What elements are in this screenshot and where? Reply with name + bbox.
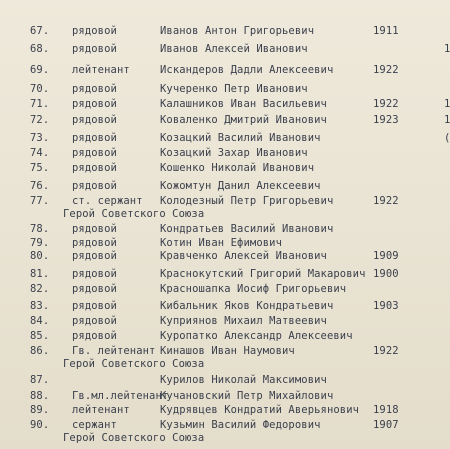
list-item xyxy=(0,130,450,146)
award-text: Герой Советского Союза xyxy=(63,358,205,370)
row-number: 68. xyxy=(30,43,50,55)
military-rank: лейтенант xyxy=(72,404,130,416)
row-number: 76. xyxy=(30,180,50,192)
row-number: 82. xyxy=(30,283,50,295)
full-name: Коваленко Дмитрий Иванович xyxy=(160,114,327,126)
row-number: 70. xyxy=(30,83,50,95)
cut-off-margin-mark: ( xyxy=(444,132,450,144)
military-rank: рядовой xyxy=(72,98,117,110)
row-number: 89. xyxy=(30,404,50,416)
list-item xyxy=(0,248,450,264)
military-rank: сержант xyxy=(72,419,117,431)
hero-title-note xyxy=(0,356,450,372)
list-item xyxy=(0,313,450,329)
list-item xyxy=(0,160,450,176)
cut-off-margin-mark: 1 xyxy=(444,114,450,126)
row-number: 79. xyxy=(30,237,50,249)
list-item xyxy=(0,96,450,112)
list-item xyxy=(0,81,450,97)
award-text: Герой Советского Союза xyxy=(63,208,205,220)
cut-off-margin-mark: 1 xyxy=(444,98,450,110)
hero-title-note xyxy=(0,430,450,446)
full-name: Кучеренко Петр Иванович xyxy=(160,83,308,95)
military-rank: рядовой xyxy=(72,315,117,327)
military-rank: рядовой xyxy=(72,25,117,37)
birth-year: 1909 xyxy=(373,250,399,262)
military-rank: рядовой xyxy=(72,132,117,144)
full-name: Кузьмин Василий Федорович xyxy=(160,419,321,431)
full-name: Курилов Николай Максимович xyxy=(160,374,327,386)
birth-year: 1922 xyxy=(373,195,399,207)
full-name: Иванов Антон Григорьевич xyxy=(160,25,315,37)
full-name: Козацкий Василий Иванович xyxy=(160,132,321,144)
military-rank: рядовой xyxy=(72,283,117,295)
full-name: Кошенко Николай Иванович xyxy=(160,162,315,174)
full-name: Красношапка Иосиф Григорьевич xyxy=(160,283,347,295)
list-item xyxy=(0,41,450,57)
birth-year: 1907 xyxy=(373,419,399,431)
full-name: Кудрявцев Кондратий Аверьянович xyxy=(160,404,360,416)
military-rank: рядовой xyxy=(72,330,117,342)
military-rank: рядовой xyxy=(72,114,117,126)
military-rank: рядовой xyxy=(72,162,117,174)
row-number: 71. xyxy=(30,98,50,110)
military-rank: рядовой xyxy=(72,43,117,55)
cut-off-margin-mark: 1 xyxy=(444,43,450,55)
row-number: 86. xyxy=(30,345,50,357)
military-rank: рядовой xyxy=(72,237,117,249)
military-rank: рядовой xyxy=(72,147,117,159)
list-item xyxy=(0,281,450,297)
full-name: Искандеров Дадли Алексеевич xyxy=(160,64,334,76)
military-rank: ст. сержант xyxy=(72,195,143,207)
military-rank: рядовой xyxy=(72,180,117,192)
full-name: Колодезный Петр Григорьевич xyxy=(160,195,334,207)
list-item xyxy=(0,266,450,282)
birth-year: 1900 xyxy=(373,268,399,280)
award-text: Герой Советского Союза xyxy=(63,432,205,444)
row-number: 78. xyxy=(30,223,50,235)
row-number: 67. xyxy=(30,25,50,37)
full-name: Козацкий Захар Иванович xyxy=(160,147,308,159)
row-number: 84. xyxy=(30,315,50,327)
list-item xyxy=(0,62,450,78)
birth-year: 1911 xyxy=(373,25,399,37)
full-name: Куропатко Александр Алексеевич xyxy=(160,330,353,342)
full-name: Кондратьев Василий Иванович xyxy=(160,223,334,235)
birth-year: 1922 xyxy=(373,345,399,357)
military-rank: рядовой xyxy=(72,268,117,280)
list-item xyxy=(0,402,450,418)
military-rank: лейтенант xyxy=(72,64,130,76)
row-number: 74. xyxy=(30,147,50,159)
full-name: Куприянов Михаил Матвеевич xyxy=(160,315,327,327)
row-number: 85. xyxy=(30,330,50,342)
list-item xyxy=(0,23,450,39)
row-number: 80. xyxy=(30,250,50,262)
full-name: Кибальник Яков Кондратьевич xyxy=(160,300,334,312)
full-name: Кучановский Петр Михайлович xyxy=(160,390,334,402)
row-number: 87. xyxy=(30,374,50,386)
row-number: 72. xyxy=(30,114,50,126)
full-name: Котин Иван Ефимович xyxy=(160,237,283,249)
list-item xyxy=(0,145,450,161)
row-number: 83. xyxy=(30,300,50,312)
full-name: Кинашов Иван Наумович xyxy=(160,345,295,357)
list-item xyxy=(0,112,450,128)
birth-year: 1923 xyxy=(373,114,399,126)
row-number: 88. xyxy=(30,390,50,402)
military-rank: рядовой xyxy=(72,223,117,235)
list-item xyxy=(0,372,450,388)
military-rank: рядовой xyxy=(72,250,117,262)
row-number: 81. xyxy=(30,268,50,280)
list-item xyxy=(0,298,450,314)
full-name: Кравченко Алексей Иванович xyxy=(160,250,327,262)
row-number: 73. xyxy=(30,132,50,144)
full-name: Краснокутский Григорий Макарович xyxy=(160,268,366,280)
birth-year: 1922 xyxy=(373,64,399,76)
row-number: 75. xyxy=(30,162,50,174)
birth-year: 1903 xyxy=(373,300,399,312)
full-name: Калашников Иван Васильевич xyxy=(160,98,327,110)
row-number: 90. xyxy=(30,419,50,431)
military-rank: рядовой xyxy=(72,300,117,312)
birth-year: 1922 xyxy=(373,98,399,110)
row-number: 69. xyxy=(30,64,50,76)
military-rank: Гв. лейтенант xyxy=(72,345,156,357)
birth-year: 1918 xyxy=(373,404,399,416)
list-item xyxy=(0,328,450,344)
full-name: Иванов Алексей Иванович xyxy=(160,43,308,55)
full-name: Кожомтун Данил Алексеевич xyxy=(160,180,321,192)
military-rank: рядовой xyxy=(72,83,117,95)
military-rank: Гв.мл.лейтенант xyxy=(72,390,169,402)
list-item xyxy=(0,178,450,194)
hero-title-note xyxy=(0,206,450,222)
row-number: 77. xyxy=(30,195,50,207)
